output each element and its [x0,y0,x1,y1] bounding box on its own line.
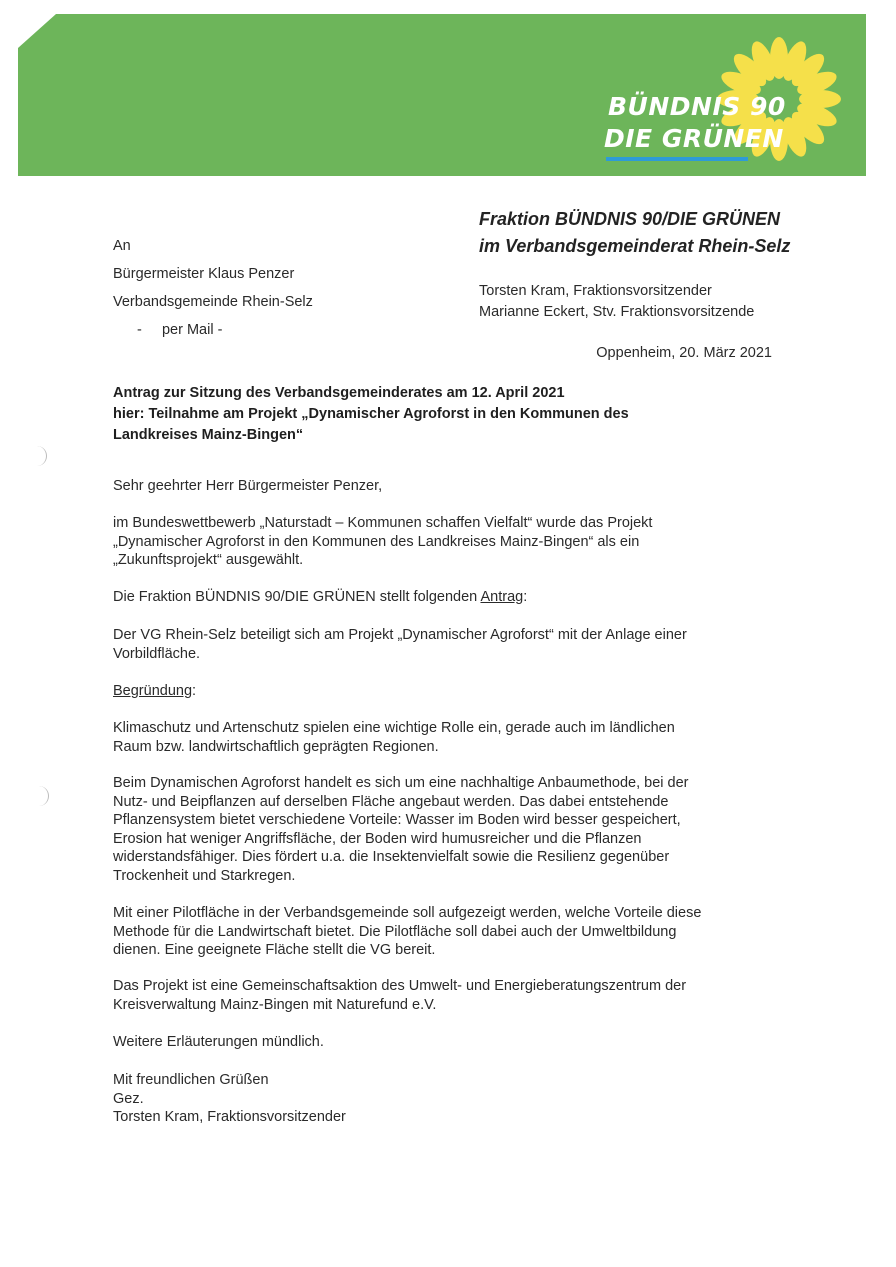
motion-intro-text: Die Fraktion BÜNDNIS 90/DIE GRÜNEN stellt folgenden [113,589,481,605]
closing-block [113,1071,803,1127]
subject-line1: Antrag zur Sitzung des Verbandsgemeinderates am 12. April 2021 [113,385,565,401]
reason-paragraph-3 [113,904,803,960]
recipient-address [113,232,433,344]
faction-name [479,206,859,260]
motion-intro [113,588,803,607]
recipient-line2: Bürgermeister Klaus Penzer [113,266,295,282]
punch-hole-mark [36,446,47,466]
closing-signed: Gez. [113,1090,144,1107]
logo-underline [606,157,748,161]
reason-heading [113,682,803,701]
p2-line6: Trockenheit und Starkregen. [113,867,296,884]
p2-line2: Nutz- und Beipflanzen auf derselben Fläche angebaut werden. Das dabei entstehende [113,793,669,810]
p1-line2: Raum bzw. landwirtschaftlich geprägten Regionen. [113,738,439,755]
logo-text-line1: BÜNDNIS 90 [608,92,786,121]
reason-heading-text: Begründung [113,683,193,699]
faction-leadership [479,281,859,323]
salutation: Sehr geehrter Herr Bürgermeister Penzer, [113,478,383,494]
intro-paragraph [113,514,803,570]
p4-line1: Das Projekt ist eine Gemeinschaftsaktion des Umwelt- und Energieberatungszentrum der [113,978,687,994]
recipient-line4: - per Mail - [137,322,223,338]
intro-line3: „Zukunftsprojekt“ ausgewählt. [113,552,304,568]
closing-signature: Torsten Kram, Fraktionsvorsitzender [113,1109,346,1125]
motion-line2: Vorbildfläche. [113,645,201,662]
reason-heading-colon: : [192,683,197,699]
logo-text-line2: DIE GRÜNEN [604,124,784,153]
letter-date: Oppenheim, 20. März 2021 [596,345,772,361]
faction-name-line1: Fraktion BÜNDNIS 90/DIE GRÜNEN [479,209,781,229]
p3-line1: Mit einer Pilotfläche in der Verbandsgemeinde soll aufgezeigt werden, welche Vorteile diese [113,905,702,921]
motion-intro-word: Antrag [480,589,524,605]
punch-hole-mark [38,786,49,806]
intro-line2: „Dynamischer Agroforst in den Kommunen des Landkreises Mainz-Bingen“ als ein [113,533,640,550]
motion-line1: Der VG Rhein-Selz beteiligt sich am Projekt „Dynamischer Agroforst“ mit der Anlage einer [113,627,687,643]
subject-line3: Landkreises Mainz-Bingen“ [113,427,304,443]
motion-intro-colon: : [523,589,528,605]
recipient-line1: An [113,238,131,254]
faction-leader: Torsten Kram, Fraktionsvorsitzender [479,283,712,299]
faction-name-line2: im Verbandsgemeinderat Rhein-Selz [479,236,791,256]
p2-line5: widerstandsfähiger. Dies fördert u.a. die Insektenvielfalt sowie die Resilienz gegenüber [113,849,670,865]
p1-line1: Klimaschutz und Artenschutz spielen eine wichtige Rolle ein, gerade auch im ländlichen [113,720,675,736]
p2-line1: Beim Dynamischen Agroforst handelt es sich um eine nachhaltige Anbaumethode, bei der [113,775,689,791]
p2-line4: Erosion hat weniger Angriffsfläche, der Boden wird humusreicher und die Pflanzen [113,830,642,847]
subject-line2: hier: Teilnahme am Projekt „Dynamischer Agroforst in den Kommunen des [113,406,629,422]
reason-paragraph-1 [113,719,803,756]
p4-line2: Kreisverwaltung Mainz-Bingen mit Naturefund e.V. [113,996,437,1013]
intro-line1: im Bundeswettbewerb „Naturstadt – Kommunen schaffen Vielfalt“ wurde das Projekt [113,515,653,531]
letter-subject [113,383,763,446]
p3-line2: Methode für die Landwirtschaft bietet. Die Pilotfläche soll dabei auch der Umweltbildung [113,923,677,940]
motion-paragraph [113,626,803,663]
reason-paragraph-4 [113,977,803,1014]
reason-paragraph-2 [113,774,803,885]
closing-greeting: Mit freundlichen Grüßen [113,1072,269,1088]
p3-line3: dienen. Eine geeignete Fläche stellt die VG bereit. [113,942,436,958]
further-remarks: Weitere Erläuterungen mündlich. [113,1034,324,1050]
faction-deputy: Marianne Eckert, Stv. Fraktionsvorsitzende [479,304,755,320]
p2-line3: Pflanzensystem bietet verschiedene Vorteile: Wasser im Boden wird besser gespeichert, [113,812,681,828]
recipient-line3: Verbandsgemeinde Rhein-Selz [113,294,313,310]
